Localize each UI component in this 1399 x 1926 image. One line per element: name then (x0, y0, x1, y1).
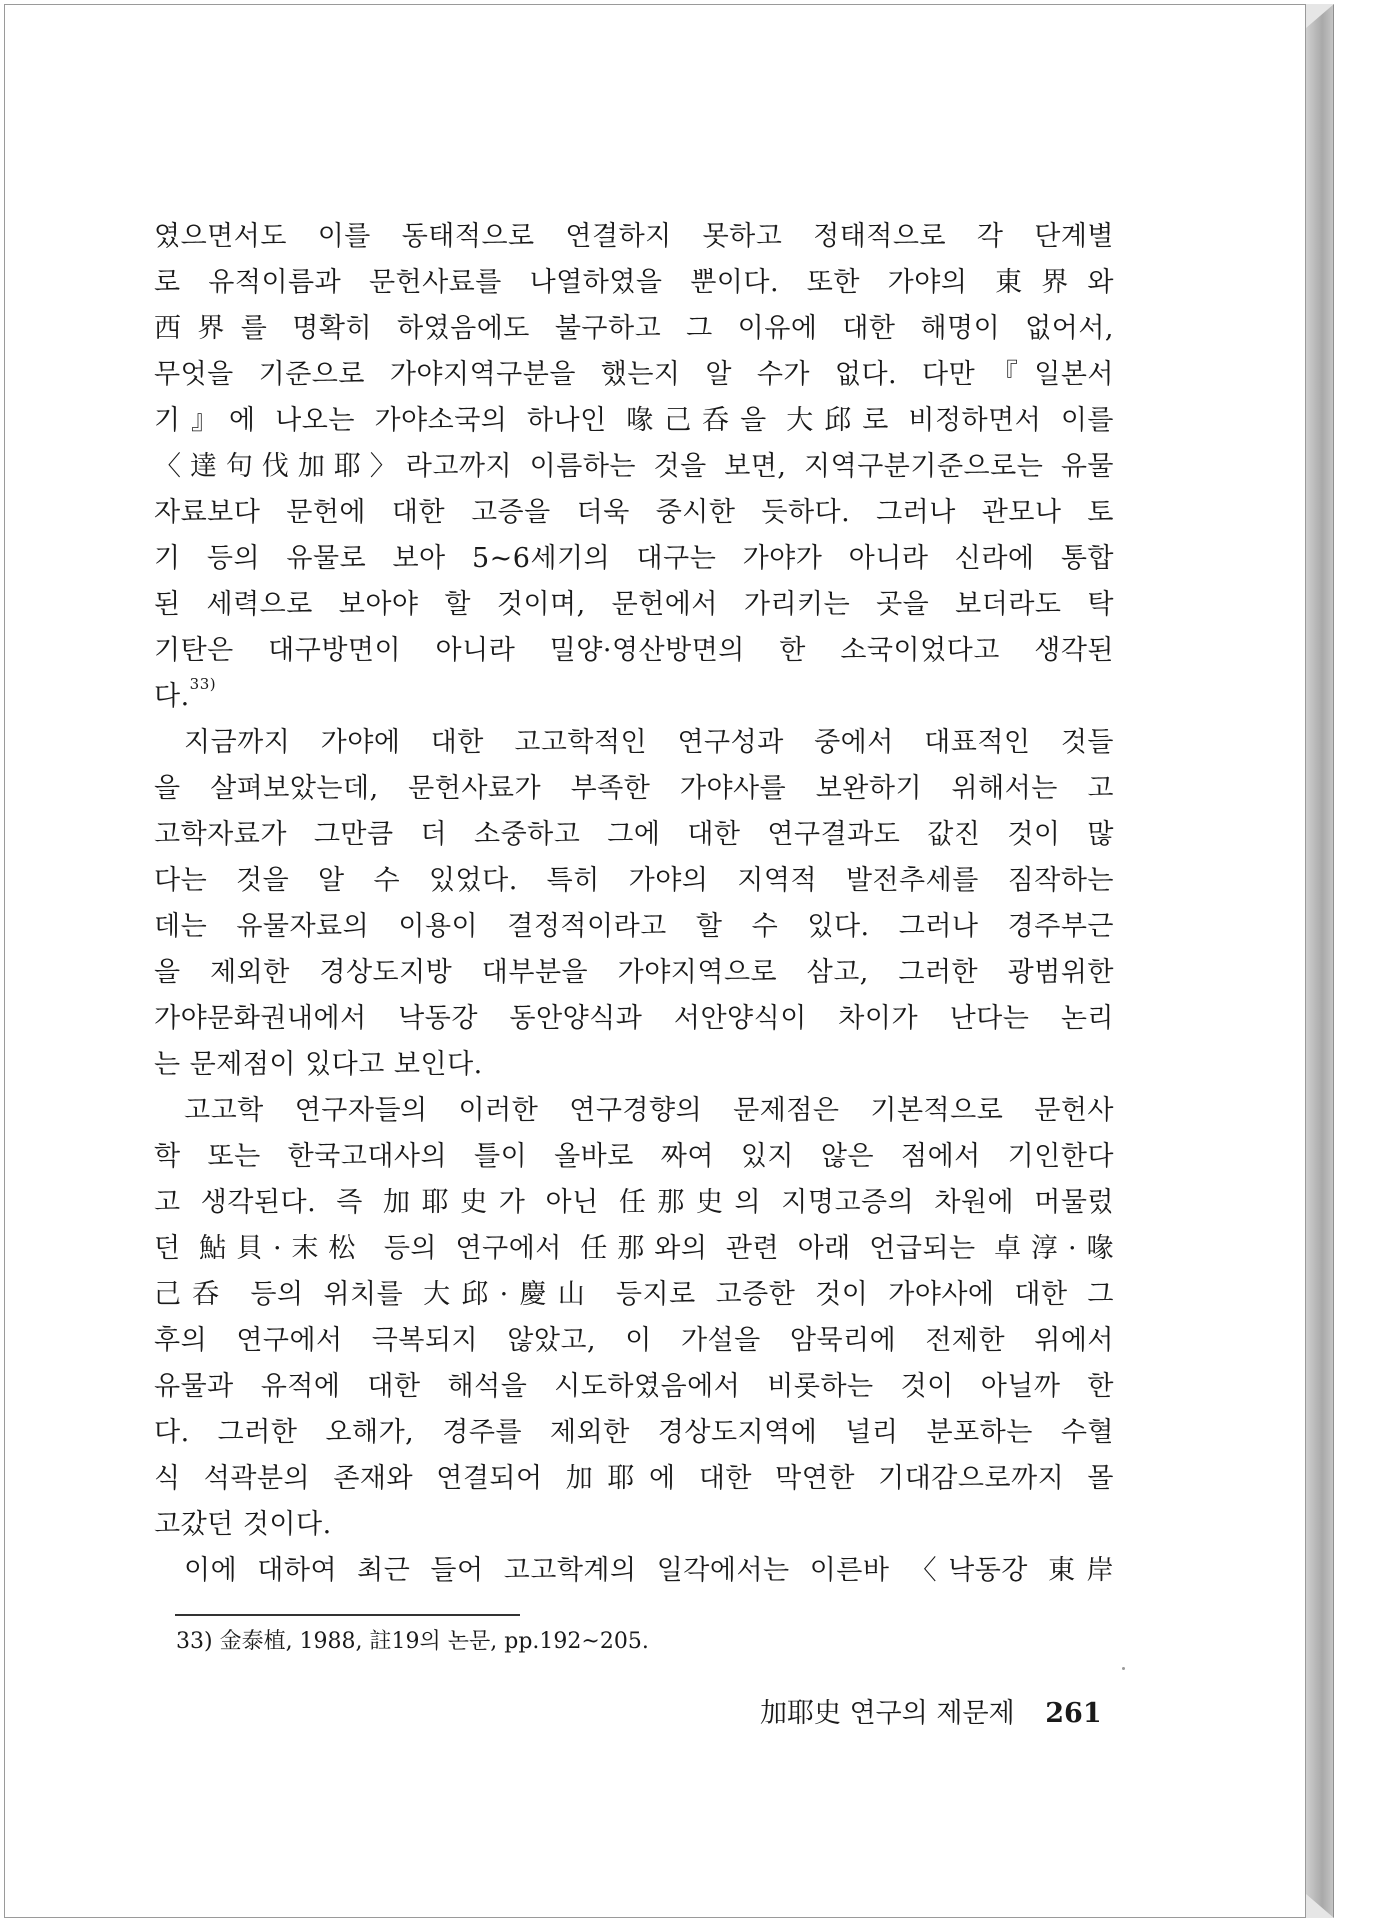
body-line: 였으면서도 이를 동태적으로 연결하지 못하고 정태적으로 각 단계별 (154, 221, 1114, 252)
body-line: 고학자료가 그만큼 더 소중하고 그에 대한 연구결과도 값진 것이 많 (154, 819, 1114, 850)
body-line: 가야문화권내에서 낙동강 동안양식과 서안양식이 차이가 난다는 논리 (154, 1003, 1114, 1034)
page-number: 261 (1045, 1698, 1102, 1729)
running-title: 加耶史 연구의 제문제 (760, 1698, 1015, 1729)
page-edge-shadow (1306, 4, 1334, 1918)
body-line: 을 살펴보았는데, 문헌사료가 부족한 가야사를 보완하기 위해서는 고 (154, 773, 1114, 804)
body-line: 西界를 명확히 하였음에도 불구하고 그 이유에 대한 해명이 없어서, (154, 313, 1114, 344)
body-line-text: 다. (154, 681, 190, 712)
body-line: 로 유적이름과 문헌사료를 나열하였을 뿐이다. 또한 가야의 東界와 (154, 267, 1114, 298)
body-line-with-footnote-ref (154, 674, 1114, 720)
body-line: 식 석곽분의 존재와 연결되어 加耶에 대한 막연한 기대감으로까지 몰 (154, 1463, 1114, 1494)
body-line: 무엇을 기준으로 가야지역구분을 했는지 알 수가 없다. 다만『일본서 (154, 359, 1114, 390)
page-edge-top-corner (1306, 4, 1334, 28)
body-line: 후의 연구에서 극복되지 않았고, 이 가설을 암묵리에 전제한 위에서 (154, 1325, 1114, 1356)
body-line: 기』에 나오는 가야소국의 하나인 喙己呑을 大邱로 비정하면서 이를 (154, 405, 1114, 436)
scan-speck (1122, 1667, 1125, 1670)
body-line: 던 鮎貝·末松 등의 연구에서 任那와의 관련 아래 언급되는 卓淳·喙 (154, 1233, 1114, 1264)
body-line: 된 세력으로 보아야 할 것이며, 문헌에서 가리키는 곳을 보더라도 탁 (154, 589, 1114, 620)
body-line: 고 생각된다. 즉 加耶史가 아닌 任那史의 지명고증의 차원에 머물렀 (154, 1187, 1114, 1218)
paragraph-start-line: 고고학 연구자들의 이러한 연구경향의 문제점은 기본적으로 문헌사 (184, 1095, 1114, 1126)
body-line: 기탄은 대구방면이 아니라 밀양·영산방면의 한 소국이었다고 생각된 (154, 635, 1114, 666)
body-line: 데는 유물자료의 이용이 결정적이라고 할 수 있다. 그러나 경주부근 (154, 911, 1114, 942)
body-line: 유물과 유적에 대한 해석을 시도하였음에서 비롯하는 것이 아닐까 한 (154, 1371, 1114, 1402)
body-line: 자료보다 문헌에 대한 고증을 더욱 중시한 듯하다. 그러나 관모나 토 (154, 497, 1114, 528)
footnote-separator (175, 1614, 520, 1616)
page-edge-bottom-corner (1306, 1894, 1334, 1918)
body-line: 학 또는 한국고대사의 틀이 올바로 짜여 있지 않은 점에서 기인한다 (154, 1141, 1114, 1172)
body-text (154, 214, 1114, 1594)
running-footer (760, 1694, 1115, 1734)
body-line: 己呑 등의 위치를 大邱·慶山 등지로 고증한 것이 가야사에 대한 그 (154, 1279, 1114, 1310)
body-line: 을 제외한 경상도지방 대부분을 가야지역으로 삼고, 그러한 광범위한 (154, 957, 1114, 988)
footnote: 33) 金泰植, 1988, 註19의 논문, pp.192~205. (176, 1629, 649, 1654)
body-line: 기 등의 유물로 보아 5~6세기의 대구는 가야가 아니라 신라에 통합 (154, 543, 1114, 574)
body-line: 〈達句伐加耶〉라고까지 이름하는 것을 보면, 지역구분기준으로는 유물 (154, 451, 1114, 482)
paragraph-start-line: 지금까지 가야에 대한 고고학적인 연구성과 중에서 대표적인 것들 (184, 727, 1114, 758)
body-line: 고갔던 것이다. (154, 1509, 332, 1540)
paragraph-start-line: 이에 대하여 최근 들어 고고학계의 일각에서는 이른바 〈낙동강 東岸 (184, 1555, 1114, 1586)
footnote-reference: 33) (189, 675, 217, 693)
body-line: 다. 그러한 오해가, 경주를 제외한 경상도지역에 널리 분포하는 수혈 (154, 1417, 1114, 1448)
body-line: 다는 것을 알 수 있었다. 특히 가야의 지역적 발전추세를 짐작하는 (154, 865, 1114, 896)
body-line: 는 문제점이 있다고 보인다. (154, 1049, 483, 1080)
